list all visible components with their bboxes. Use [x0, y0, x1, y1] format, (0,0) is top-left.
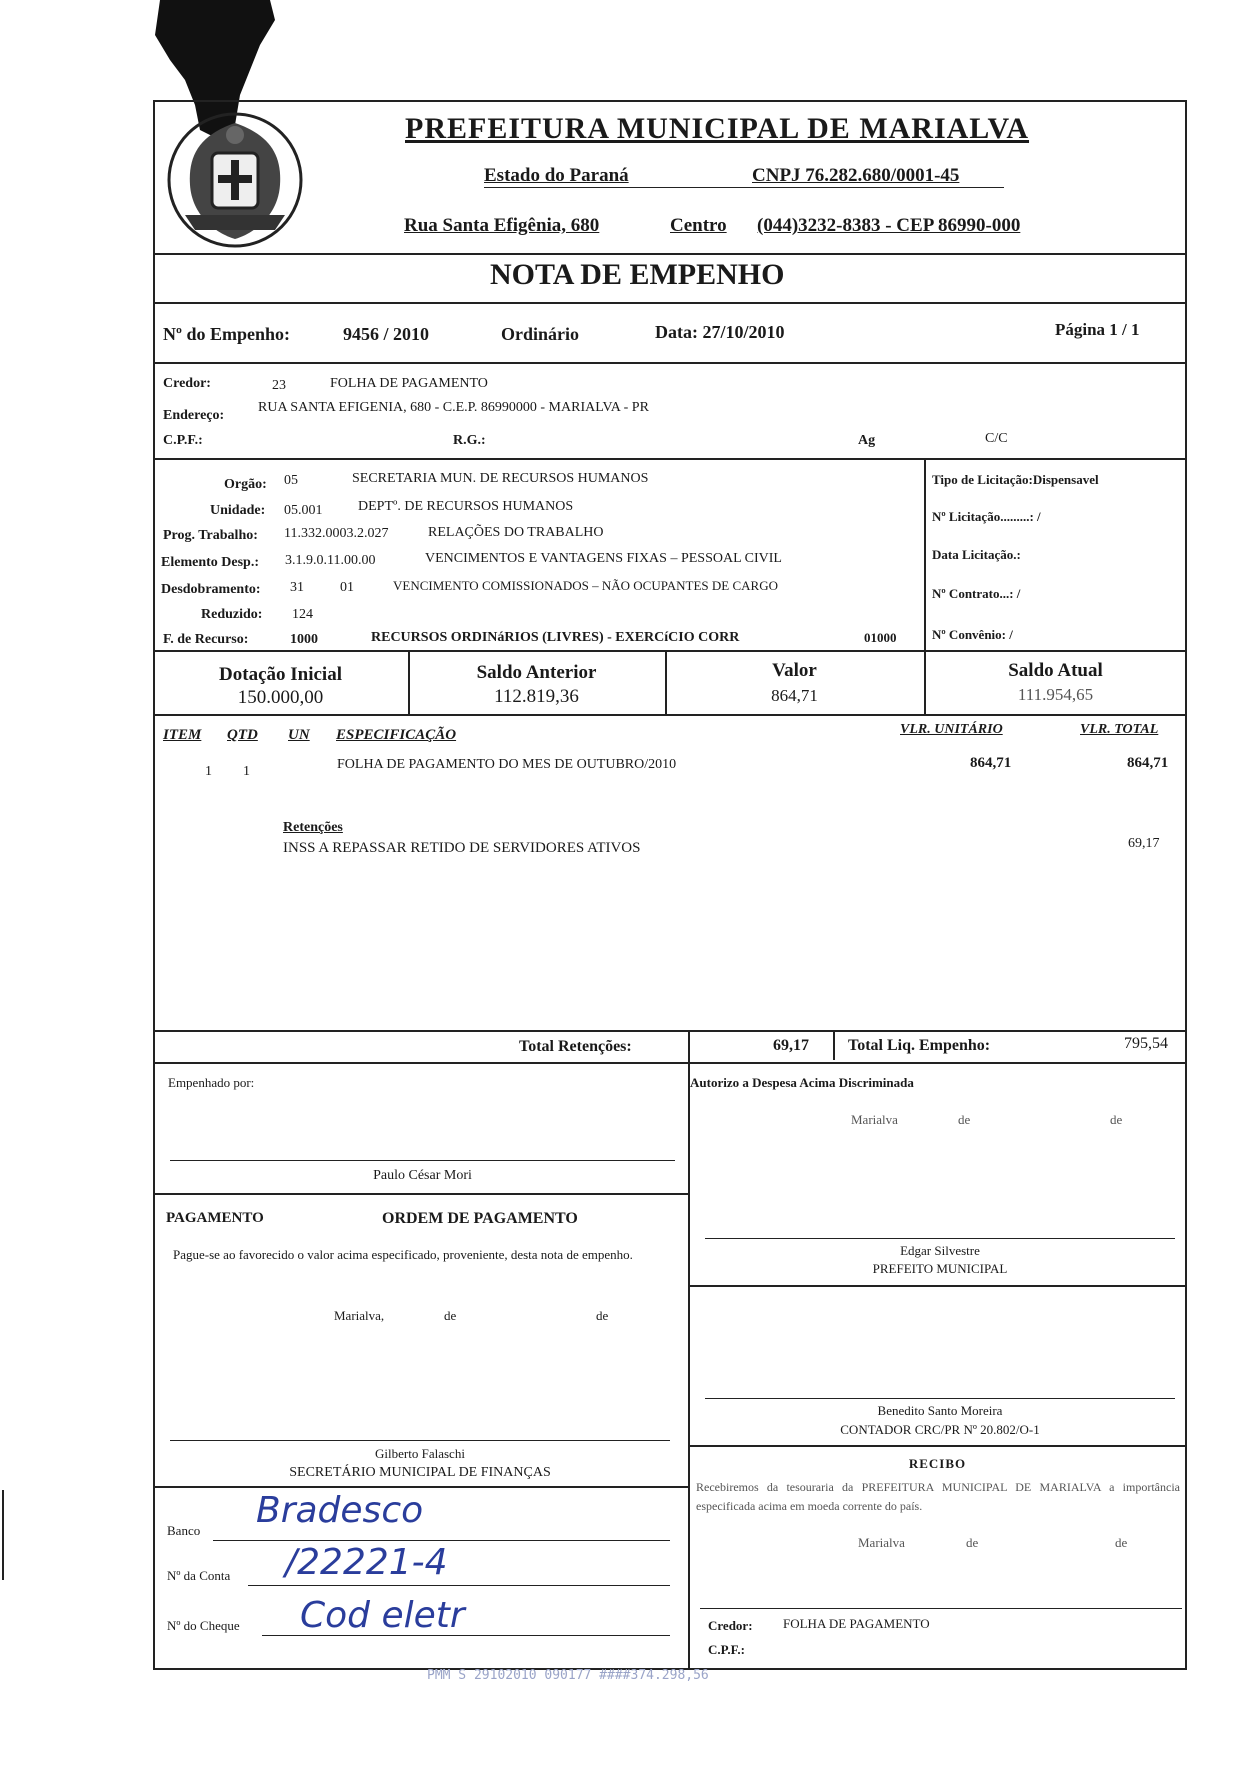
pague-de2: de [596, 1308, 609, 1323]
municipality-title: PREFEITURA MUNICIPAL DE MARIALVA [405, 112, 1030, 145]
empenho-type: Ordinário [501, 324, 580, 344]
contador-title: CONTADOR CRC/PR Nº 20.802/O-1 [840, 1422, 1040, 1437]
divider [153, 362, 1187, 364]
credor-name: FOLHA DE PAGAMENTO [330, 376, 488, 391]
col-qtd: QTD [227, 727, 258, 743]
table-row-total: 864,71 [1127, 755, 1169, 771]
autorizo-text: Autorizo a Despesa Acima Discriminada [690, 1075, 914, 1090]
footer-stamp: PMM S 29102010 090177 ####374.298,56 [427, 1668, 709, 1683]
licitacao-convenio: Nº Convênio: / [932, 627, 1013, 642]
empenhado-name: Paulo César Mori [373, 1168, 472, 1183]
conta-line [248, 1585, 670, 1586]
edge-mark [2, 1490, 4, 1580]
address-label: Endereço: [163, 408, 225, 423]
contador-name: Benedito Santo Moreira [877, 1403, 1003, 1418]
banco-handwriting: Bradesco [256, 1490, 424, 1531]
table-row-desc: FOLHA DE PAGAMENTO DO MES DE OUTUBRO/2010 [337, 757, 677, 772]
state-name: Estado do Paraná [484, 165, 629, 186]
document-title: NOTA DE EMPENHO [490, 258, 785, 291]
banco-label: Banco [167, 1523, 201, 1538]
licitacao-contrato: Nº Contrato...: / [932, 586, 1021, 601]
divider [924, 458, 926, 650]
unidade-label: Unidade: [210, 503, 266, 518]
licitacao-data: Data Licitação.: [932, 547, 1021, 562]
desdobramento-code: 31 [290, 580, 304, 595]
reduzido-label: Reduzido: [201, 607, 263, 622]
pague-de1: de [444, 1308, 457, 1323]
col-vlr-unitario: VLR. UNITÁRIO [900, 722, 1003, 737]
prog-code: 11.332.0003.2.027 [284, 526, 389, 541]
divider [153, 302, 1187, 304]
signature-line [700, 1608, 1182, 1609]
total-retencoes-value: 69,17 [773, 1037, 809, 1054]
financas-title: SECRETÁRIO MUNICIPAL DE FINANÇAS [289, 1465, 551, 1480]
autorizo-city: Marialva [851, 1112, 898, 1127]
atual-value: 111.954,65 [1017, 685, 1094, 704]
recibo-label: RECIBO [908, 1456, 967, 1471]
divider [688, 1285, 1187, 1287]
elemento-code: 3.1.9.0.11.00.00 [285, 553, 376, 568]
dotacao-value: 150.000,00 [237, 687, 324, 708]
street-address: Rua Santa Efigênia, 680 [404, 215, 600, 236]
divider [153, 253, 1187, 255]
desdobramento-label: Desdobramento: [161, 582, 261, 597]
cnpj: CNPJ 76.282.680/0001-45 [752, 165, 960, 186]
recibo-cpf-label: C.P.F.: [708, 1642, 745, 1657]
recibo-de2: de [1115, 1535, 1128, 1550]
cheque-handwriting: Cod eletr [300, 1595, 465, 1636]
elemento-label: Elemento Desp.: [161, 555, 259, 570]
page-number: Página 1 / 1 [1055, 320, 1140, 339]
reduzido-code: 124 [292, 607, 313, 622]
licitacao-tipo: Tipo de Licitação:Dispensavel [932, 472, 1099, 487]
credor-code: 23 [272, 378, 286, 393]
desdobramento-sub: 01 [340, 580, 354, 595]
retencoes-label: Retenções [283, 820, 343, 835]
prog-desc: RELAÇÕES DO TRABALHO [428, 525, 604, 540]
table-row-unit: 864,71 [970, 755, 1012, 771]
retencao-desc: INSS A REPASSAR RETIDO DE SERVIDORES ATIVOS [283, 840, 641, 856]
recibo-city: Marialva [858, 1535, 905, 1550]
cpf-label: C.P.F.: [163, 433, 203, 448]
pagamento-label: PAGAMENTO [166, 1210, 264, 1226]
signature-line [170, 1160, 675, 1161]
coat-of-arms-icon [160, 105, 310, 255]
ordem-pagamento-label: ORDEM DE PAGAMENTO [382, 1210, 578, 1227]
divider [153, 1193, 688, 1195]
cheque-label: Nº do Cheque [167, 1618, 240, 1633]
credor-address: RUA SANTA EFIGENIA, 680 - C.E.P. 86990000 - MARIALVA - PR [258, 400, 649, 415]
valor-value: 864,71 [771, 686, 818, 705]
retencao-value: 69,17 [1128, 836, 1160, 851]
unidade-desc: DEPTº. DE RECURSOS HUMANOS [358, 499, 574, 514]
total-liquido-label: Total Liq. Empenho: [848, 1037, 991, 1054]
phone-cep: (044)3232-8383 - CEP 86990-000 [757, 215, 1021, 236]
anterior-value: 112.819,36 [494, 686, 579, 707]
district: Centro [670, 215, 727, 236]
total-liquido-value: 795,54 [1124, 1035, 1168, 1052]
prog-label: Prog. Trabalho: [163, 528, 258, 543]
signature-line [170, 1440, 670, 1441]
divider [688, 1445, 1187, 1447]
fonte-num: 01000 [864, 630, 897, 645]
signature-line [705, 1238, 1175, 1239]
financas-name: Gilberto Falaschi [375, 1446, 465, 1461]
divider [833, 1030, 835, 1060]
col-vlr-total: VLR. TOTAL [1080, 722, 1159, 737]
unidade-code: 05.001 [284, 503, 323, 518]
fonte-label: F. de Recurso: [163, 632, 249, 647]
divider [153, 1030, 1187, 1032]
valor-label: Valor [772, 660, 817, 681]
conta-label: Nº da Conta [167, 1568, 231, 1583]
divider [688, 1062, 690, 1670]
agency-label: Ag [858, 433, 876, 448]
col-item: ITEM [163, 727, 202, 743]
recibo-text: Recebiremos da tesouraria da PREFEITURA MUNICIPAL DE MARIALVA a importância especificada acima em moeda corrente do país. [696, 1480, 1180, 1513]
autorizo-de2: de [1110, 1112, 1123, 1127]
fonte-code: 1000 [290, 632, 318, 647]
fonte-desc: RECURSOS ORDINáRIOS (LIVRES) - EXERCíCIO CORR [371, 630, 740, 645]
dotacao-label: Dotação Inicial [219, 664, 342, 685]
empenho-number-label: Nº do Empenho: [163, 324, 290, 344]
empenho-date: Data: 27/10/2010 [655, 322, 785, 342]
table-row-qtd: 1 [243, 764, 250, 779]
licitacao-numero: Nº Licitação.........: / [932, 509, 1041, 524]
recibo-de1: de [966, 1535, 979, 1550]
credor-label: Credor: [163, 376, 211, 391]
empenho-number: 9456 / 2010 [343, 324, 430, 344]
anterior-label: Saldo Anterior [476, 662, 597, 683]
pague-city: Marialva, [334, 1308, 385, 1323]
col-especificacao: ESPECIFICAÇÃO [336, 727, 457, 743]
autorizo-de1: de [958, 1112, 971, 1127]
total-retencoes-label: Total Retenções: [519, 1038, 632, 1055]
account-label: C/C [985, 431, 1008, 446]
banco-line [213, 1540, 670, 1541]
rg-label: R.G.: [453, 433, 486, 448]
divider [153, 1062, 1187, 1064]
prefeito-title: PREFEITO MUNICIPAL [872, 1261, 1008, 1276]
state-underline [484, 187, 1004, 188]
divider [153, 714, 1187, 716]
signature-line [705, 1398, 1175, 1399]
col-un: UN [288, 727, 310, 743]
elemento-desc: VENCIMENTOS E VANTAGENS FIXAS – PESSOAL CIVIL [425, 551, 782, 566]
orgao-code: 05 [284, 473, 298, 488]
desdobramento-desc: VENCIMENTO COMISSIONADOS – NÃO OCUPANTES DE CARGO [393, 578, 778, 593]
divider [153, 458, 1187, 460]
atual-label: Saldo Atual [1008, 660, 1103, 681]
table-row-item: 1 [205, 764, 212, 779]
orgao-desc: SECRETARIA MUN. DE RECURSOS HUMANOS [352, 471, 649, 486]
recibo-credor-label: Credor: [708, 1618, 753, 1633]
divider [153, 1486, 688, 1488]
conta-handwriting: /22221-4 [285, 1542, 448, 1583]
divider [153, 650, 1187, 652]
orgao-label: Orgão: [224, 477, 267, 492]
empenhado-label: Empenhado por: [168, 1075, 255, 1090]
prefeito-name: Edgar Silvestre [900, 1243, 980, 1258]
pague-text: Pague-se ao favorecido o valor acima especificado, proveniente, desta nota de empenho. [173, 1247, 633, 1262]
recibo-credor-name: FOLHA DE PAGAMENTO [783, 1616, 930, 1631]
